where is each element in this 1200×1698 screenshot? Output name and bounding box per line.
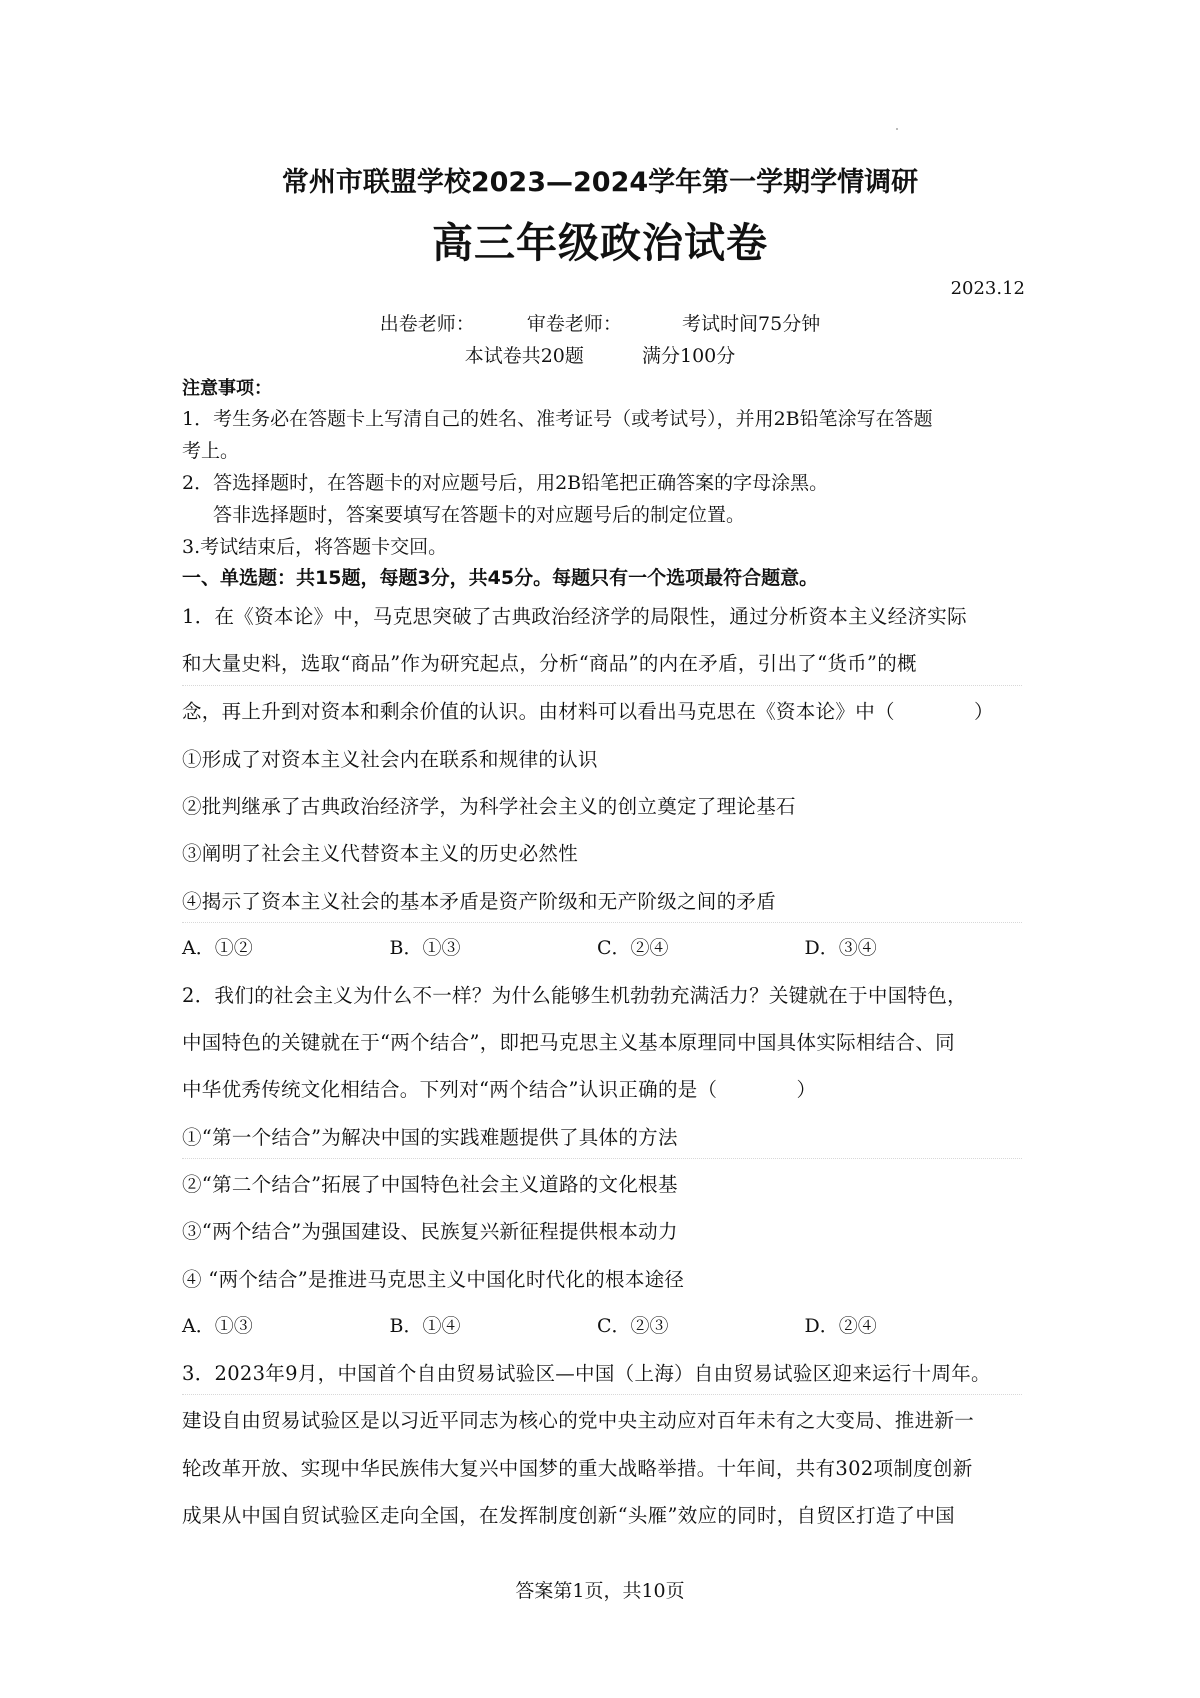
- question-2-statement: ③“两个结合”为强国建设、民族复兴新征程提供根本动力: [182, 1220, 678, 1243]
- reviewer-label: 审卷老师：: [526, 313, 622, 335]
- question-1-statement: ③阐明了社会主义代替资本主义的历史必然性: [182, 842, 579, 865]
- question-3-line: 成果从中国自贸试验区走向全国，在发挥制度创新“头雁”效应的同时，自贸区打造了中国: [182, 1504, 955, 1527]
- question-2-line: 中华优秀传统文化相结合。下列对“两个结合”认识正确的是（ ）: [182, 1078, 817, 1101]
- option-b[interactable]: B．①③: [389, 937, 461, 959]
- option-b[interactable]: B．①④: [389, 1315, 461, 1337]
- question-1-line: 和大量史料，选取“商品”作为研究起点，分析“商品”的内在矛盾，引出了“货币”的概: [182, 652, 917, 675]
- question-1-options: [182, 933, 1012, 960]
- notice-item: 1．考生务必在答题卡上写清自己的姓名、准考证号（或考试号），并用2B铅笔涂写在答题: [182, 408, 933, 430]
- question-3-line: 3．2023年9月，中国首个自由贸易试验区—中国（上海）自由贸易试验区迎来运行十周年。: [182, 1362, 991, 1385]
- question-count: 本试卷共20题: [464, 345, 584, 367]
- dotted-divider: [182, 685, 1022, 686]
- question-2-statement: ②“第二个结合”拓展了中国特色社会主义道路的文化根基: [182, 1173, 678, 1196]
- notice-item: 考上。: [182, 440, 240, 462]
- dotted-divider: [182, 1394, 1022, 1395]
- dotted-divider: [182, 922, 1022, 923]
- notice-item: 3.考试结束后，将答题卡交回。: [182, 536, 448, 558]
- page-footer: 答案第1页，共10页: [515, 1580, 685, 1602]
- section-heading: 一、单选题：共15题，每题3分，共45分。每题只有一个选项最符合题意。: [182, 567, 819, 589]
- question-2-options: [182, 1311, 1012, 1338]
- exam-date: 2023.12: [950, 278, 1025, 299]
- exam-title-line2: 高三年级政治试卷: [432, 219, 768, 267]
- scan-speck: [896, 128, 898, 130]
- question-3-line: 建设自由贸易试验区是以习近平同志为核心的党中央主动应对百年未有之大变局、推进新一: [182, 1409, 975, 1432]
- question-1-statement: ②批判继承了古典政治经济学，为科学社会主义的创立奠定了理论基石: [182, 795, 796, 818]
- option-a[interactable]: A．①②: [182, 937, 253, 959]
- question-2-line: 中国特色的关键就在于“两个结合”，即把马克思主义基本原理同中国具体实际相结合、同: [182, 1031, 955, 1054]
- question-2-statement: ①“第一个结合”为解决中国的实践难题提供了具体的方法: [182, 1126, 678, 1149]
- full-score: 满分100分: [642, 345, 736, 367]
- exam-time: 考试时间75分钟: [682, 313, 821, 335]
- option-a[interactable]: A．①③: [182, 1315, 253, 1337]
- notice-item: 答非选择题时，答案要填写在答题卡的对应题号后的制定位置。: [213, 504, 746, 526]
- exam-meta-row1: [0, 309, 1200, 336]
- question-1-line: 1．在《资本论》中，马克思突破了古典政治经济学的局限性，通过分析资本主义经济实际: [182, 605, 967, 628]
- exam-meta-row2: [0, 341, 1200, 368]
- question-2-statement: ④ “两个结合”是推进马克思主义中国化时代化的根本途径: [182, 1268, 685, 1291]
- dotted-divider: [182, 1158, 1022, 1159]
- option-d[interactable]: D．③④: [804, 937, 877, 959]
- notice-heading: 注意事项：: [182, 378, 272, 399]
- question-2-line: 2．我们的社会主义为什么不一样？为什么能够生机勃勃充满活力？关键就在于中国特色，: [182, 984, 967, 1007]
- question-1-statement: ④揭示了资本主义社会的基本矛盾是资产阶级和无产阶级之间的矛盾: [182, 890, 777, 913]
- option-c[interactable]: C．②④: [597, 937, 669, 959]
- exam-title-line1: 常州市联盟学校2023—2024学年第一学期学情调研: [281, 167, 919, 198]
- question-1-line: 念，再上升到对资本和剩余价值的认识。由材料可以看出马克思在《资本论》中（ ）: [182, 700, 994, 723]
- author-label: 出卷老师：: [379, 313, 475, 335]
- option-c[interactable]: C．②③: [597, 1315, 669, 1337]
- notice-item: 2．答选择题时，在答题卡的对应题号后，用2B铅笔把正确答案的字母涂黑。: [182, 472, 829, 494]
- question-3-line: 轮改革开放、实现中华民族伟大复兴中国梦的重大战略举措。十年间，共有302项制度创新: [182, 1457, 973, 1480]
- question-1-statement: ①形成了对资本主义社会内在联系和规律的认识: [182, 748, 598, 771]
- option-d[interactable]: D．②④: [804, 1315, 877, 1337]
